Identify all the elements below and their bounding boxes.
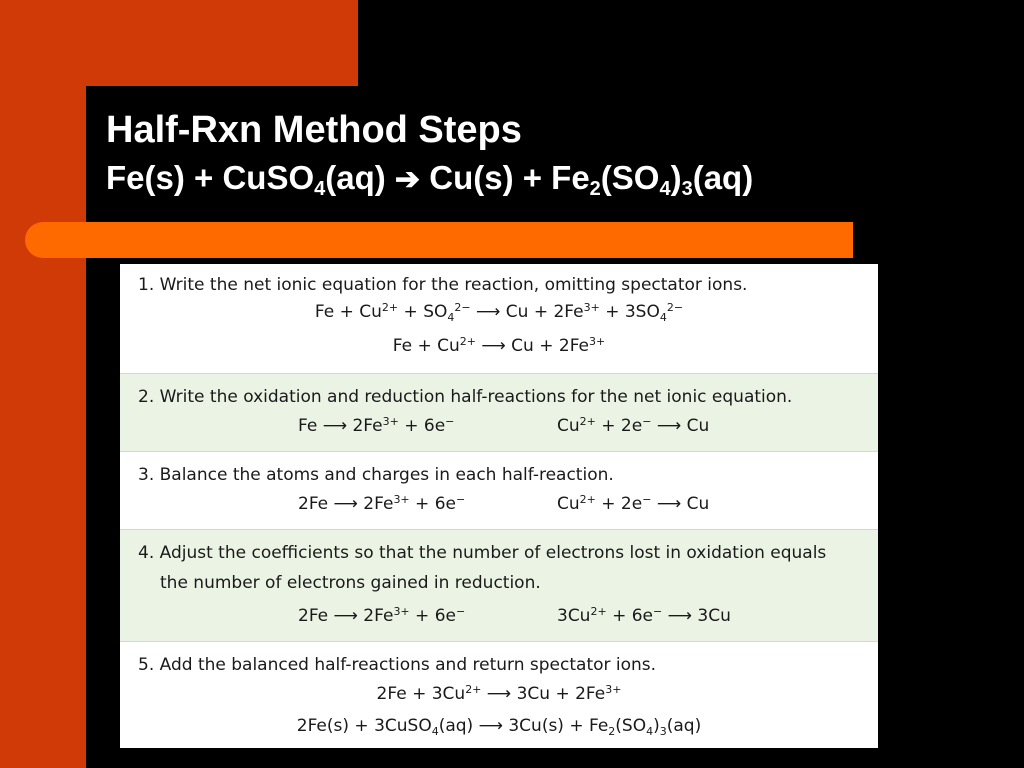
step-1-equation-full: $Fe + Cu^{2+} + SO_4^{2-}$ ⟶ $Cu + 2Fe^{3+} + 3SO_4^{2-}$ (314, 301, 684, 324)
step-4 (120, 530, 878, 642)
step-3-text: 3. Balance the atoms and charges in each half-reaction. (138, 465, 614, 485)
step-4-reduction: $3Cu^{2+} + 6e^-$ ⟶ 3Cu (557, 605, 731, 626)
step-3 (120, 452, 878, 530)
orange-left-strip (0, 0, 86, 768)
step-1-equation-net: $Fe + Cu^{2+}$ ⟶ $Cu + 2Fe^{3+}$ (392, 335, 606, 356)
orange-divider-bar (25, 222, 853, 258)
step-2-text: 2. Write the oxidation and reduction half-reactions for the net ionic equation. (138, 387, 793, 407)
step-2-reduction: $Cu^{2+} + 2e^-$ ⟶ Cu (557, 415, 710, 436)
step-5 (120, 642, 878, 748)
step-4-text-continued: the number of electrons gained in reduction. (160, 573, 541, 593)
step-5-text: 5. Add the balanced half-reactions and return spectator ions. (138, 655, 657, 675)
step-1-text: 1. Write the net ionic equation for the reaction, omitting spectator ions. (138, 275, 748, 295)
slide-subtitle-equation: Fe(s) + CuSO$_4$(aq) ➔ $Cu(s) + Fe_2(SO_4)_3(aq)$ (106, 159, 754, 200)
step-3-oxidation: 2Fe ⟶ $2Fe^{3+} + 6e^-$ (298, 493, 466, 514)
step-5-full-equation: 2Fe(s) + 3CuSO$_4$(aq) ⟶ $3Cu(s) + Fe_2(SO_4)_3(aq)$ (296, 716, 702, 738)
slide-title: Half-Rxn Method Steps (106, 109, 522, 151)
steps-figure (120, 264, 878, 748)
step-4-text: 4. Adjust the coefficients so that the number of electrons lost in oxidation equals (138, 543, 827, 563)
step-4-oxidation: 2Fe ⟶ $2Fe^{3+} + 6e^-$ (298, 605, 466, 626)
reaction-arrow-icon: ➔ (394, 163, 421, 196)
step-3-reduction: $Cu^{2+} + 2e^-$ ⟶ Cu (557, 493, 710, 514)
step-2-oxidation: Fe ⟶ $2Fe^{3+} + 6e^-$ (298, 415, 455, 436)
step-1 (120, 264, 878, 374)
step-5-net-equation: $2Fe + 3Cu^{2+}$ ⟶ $3Cu + 2Fe^{3+}$ (376, 683, 622, 704)
step-2 (120, 374, 878, 452)
